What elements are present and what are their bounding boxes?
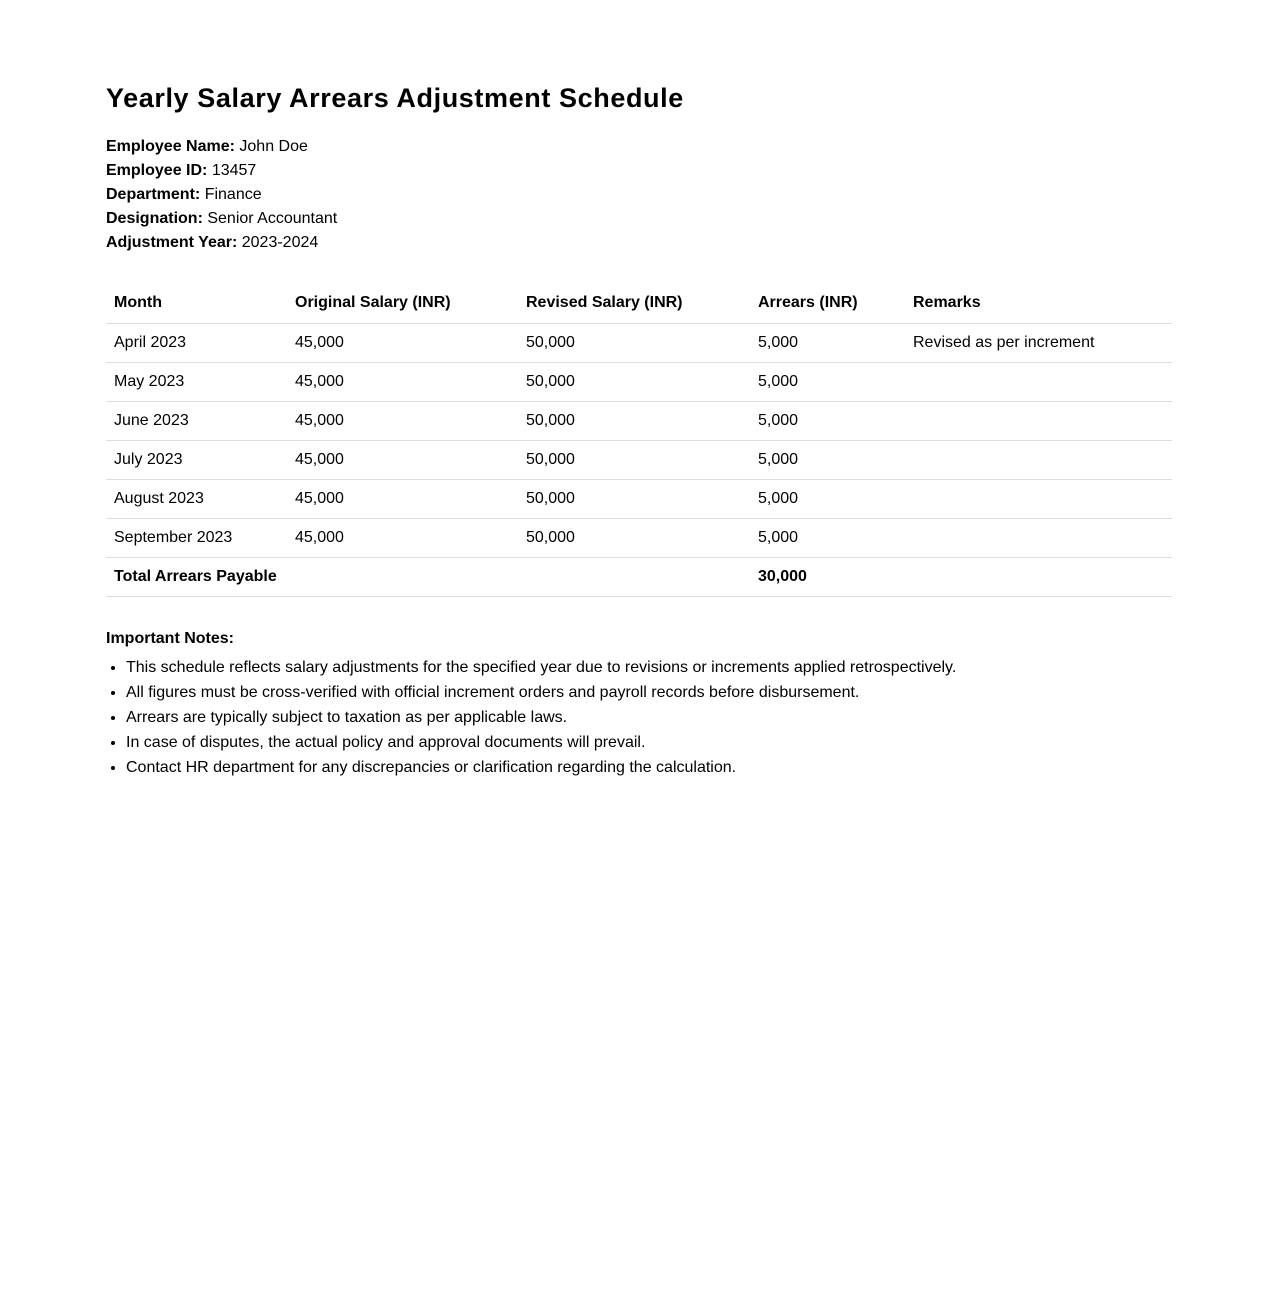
employee-id-label: Employee ID: bbox=[106, 162, 208, 179]
cell-arrears: 5,000 bbox=[750, 519, 905, 558]
list-item: • Arrears are typically subject to taxation as per applicable laws. bbox=[126, 705, 1172, 730]
table-row bbox=[106, 519, 1172, 558]
table-row bbox=[106, 441, 1172, 480]
cell-arrears: 5,000 bbox=[750, 363, 905, 402]
cell-revised-salary: 50,000 bbox=[518, 402, 750, 441]
cell-remarks: Revised as per increment bbox=[905, 324, 1172, 363]
adjustment-year-label: Adjustment Year: bbox=[106, 234, 238, 251]
header-remarks: Remarks bbox=[905, 283, 1172, 324]
page-title: Yearly Salary Arrears Adjustment Schedule bbox=[106, 83, 684, 113]
cell-month: August 2023 bbox=[106, 480, 287, 519]
designation-row bbox=[106, 207, 1172, 231]
notes-list bbox=[106, 655, 1172, 780]
cell-arrears: 5,000 bbox=[750, 402, 905, 441]
cell-original-salary: 45,000 bbox=[287, 402, 518, 441]
cell-month: April 2023 bbox=[106, 324, 287, 363]
employee-id-row bbox=[106, 159, 1172, 183]
cell-month: September 2023 bbox=[106, 519, 287, 558]
adjustment-year-row bbox=[106, 231, 1172, 255]
total-remarks-empty bbox=[905, 558, 1172, 597]
cell-month: May 2023 bbox=[106, 363, 287, 402]
header-original-salary: Original Salary (INR) bbox=[287, 283, 518, 324]
table-row bbox=[106, 402, 1172, 441]
employee-name-row bbox=[106, 135, 1172, 159]
notes-title: Important Notes: bbox=[106, 630, 234, 647]
cell-revised-salary: 50,000 bbox=[518, 363, 750, 402]
list-item: • This schedule reflects salary adjustments for the specified year due to revisions or increments applied retrospectively. bbox=[126, 655, 1172, 680]
cell-arrears: 5,000 bbox=[750, 441, 905, 480]
cell-arrears: 5,000 bbox=[750, 480, 905, 519]
designation-label: Designation: bbox=[106, 210, 203, 227]
cell-original-salary: 45,000 bbox=[287, 480, 518, 519]
employee-name-label: Employee Name: bbox=[106, 138, 235, 155]
cell-remarks bbox=[905, 441, 1172, 480]
table-row bbox=[106, 324, 1172, 363]
total-row bbox=[106, 558, 1172, 597]
cell-original-salary: 45,000 bbox=[287, 441, 518, 480]
employee-id-value: 13457 bbox=[211, 162, 257, 179]
cell-month: July 2023 bbox=[106, 441, 287, 480]
cell-remarks bbox=[905, 402, 1172, 441]
cell-revised-salary: 50,000 bbox=[518, 324, 750, 363]
cell-remarks bbox=[905, 363, 1172, 402]
header-arrears: Arrears (INR) bbox=[750, 283, 905, 324]
cell-month: June 2023 bbox=[106, 402, 287, 441]
table-row bbox=[106, 363, 1172, 402]
adjustment-year-value: 2023-2024 bbox=[241, 234, 319, 251]
total-label: Total Arrears Payable bbox=[106, 558, 750, 597]
header-revised-salary: Revised Salary (INR) bbox=[518, 283, 750, 324]
table-row bbox=[106, 480, 1172, 519]
header-month: Month bbox=[106, 283, 287, 324]
designation-value: Senior Accountant bbox=[207, 210, 338, 227]
list-item: • All figures must be cross-verified with official increment orders and payroll records before disbursement. bbox=[126, 680, 1172, 705]
cell-remarks bbox=[905, 480, 1172, 519]
cell-revised-salary: 50,000 bbox=[518, 441, 750, 480]
cell-original-salary: 45,000 bbox=[287, 519, 518, 558]
department-row bbox=[106, 183, 1172, 207]
employee-info bbox=[106, 135, 1172, 255]
cell-original-salary: 45,000 bbox=[287, 324, 518, 363]
list-item: • In case of disputes, the actual policy and approval documents will prevail. bbox=[126, 730, 1172, 755]
department-label: Department: bbox=[106, 186, 201, 203]
cell-arrears: 5,000 bbox=[750, 324, 905, 363]
department-value: Finance bbox=[204, 186, 262, 203]
table-header-row bbox=[106, 283, 1172, 324]
cell-revised-salary: 50,000 bbox=[518, 480, 750, 519]
list-item: • Contact HR department for any discrepancies or clarification regarding the calculation. bbox=[126, 755, 1172, 780]
arrears-table bbox=[106, 283, 1172, 597]
cell-revised-salary: 50,000 bbox=[518, 519, 750, 558]
cell-original-salary: 45,000 bbox=[287, 363, 518, 402]
cell-remarks bbox=[905, 519, 1172, 558]
employee-name-value: John Doe bbox=[239, 138, 308, 155]
total-value: 30,000 bbox=[750, 558, 905, 597]
